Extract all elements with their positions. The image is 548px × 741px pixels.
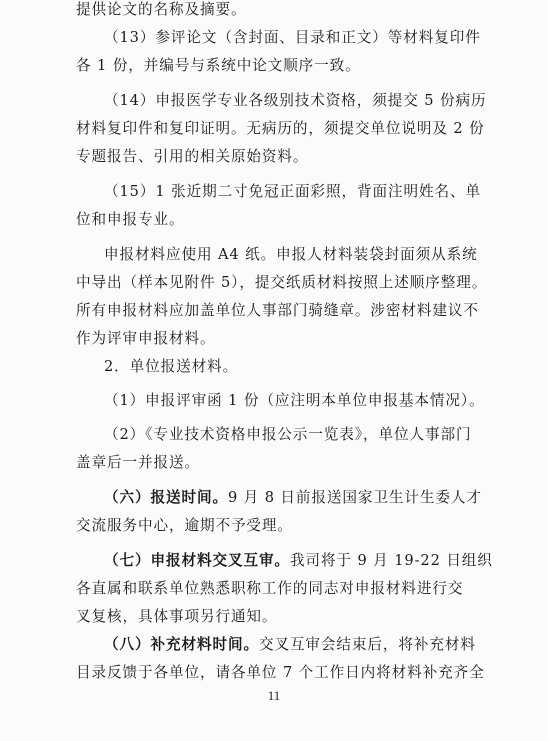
text-line bbox=[104, 632, 514, 658]
text-line: 2．单位报送材料。 bbox=[104, 358, 239, 375]
text-line: 交流服务中心，逾期不予受理。 bbox=[76, 517, 293, 534]
text-line: 位和申报专业。 bbox=[76, 211, 185, 228]
text-line: （1）申报评审函 1 份（应注明本单位申报基本情况）。 bbox=[104, 392, 485, 409]
text-span: 9 月 8 日前报送国家卫生计生委人才 bbox=[227, 489, 482, 506]
text-line: 所有申报材料应加盖单位人事部门骑缝章。涉密材料建议不 bbox=[76, 302, 479, 319]
page-number: 11 bbox=[267, 688, 281, 703]
text-span: 交叉互审会结束后，将补充材料 bbox=[258, 636, 476, 653]
text-line: 中导出（样本见附件 5），提交纸质材料按照上述顺序整理。 bbox=[76, 274, 488, 291]
text-line: （13）参评论文（含封面、目录和正文）等材料复印件 bbox=[104, 29, 481, 46]
text-line: 作为评审申报材料。 bbox=[76, 330, 216, 347]
text-line: （15）1 张近期二寸免冠正面彩照，背面注明姓名、单 bbox=[104, 183, 481, 200]
text-line bbox=[104, 548, 514, 574]
text-line: 各 1 份，并编号与系统中论文顺序一致。 bbox=[76, 57, 361, 74]
text-line: 各直属和联系单位熟悉职称工作的同志对申报材料进行交 bbox=[76, 580, 464, 597]
text-line: （14）申报医学专业各级别技术资格，须提交 5 份病历 bbox=[104, 92, 487, 109]
section-heading: （六）报送时间。 bbox=[104, 489, 228, 506]
section-heading: （七）申报材料交叉互审。 bbox=[104, 552, 290, 569]
section-heading: （八）补充材料时间。 bbox=[104, 636, 259, 653]
text-line: 提供论文的名称及摘要。 bbox=[76, 1, 247, 18]
text-line: 叉复核，具体事项另行通知。 bbox=[76, 608, 278, 625]
text-line: 申报材料应使用 A4 纸。申报人材料装袋封面须从系统 bbox=[104, 246, 478, 263]
text-line: 目录反馈于各单位，请各单位 7 个工作日内将材料补充齐全 bbox=[76, 664, 485, 681]
text-line: （2）《专业技术资格申报公示一览表》，单位人事部门 bbox=[104, 426, 472, 443]
text-span: 我司将于 9 月 19-22 日组织 bbox=[289, 552, 493, 569]
text-line: 材料复印件和复印证明。无病历的，须提交单位说明及 2 份 bbox=[76, 120, 485, 137]
text-line: 专题报告、引用的相关原始资料。 bbox=[76, 148, 309, 165]
text-line: 盖章后一并报送。 bbox=[76, 454, 200, 471]
text-line bbox=[104, 485, 514, 511]
